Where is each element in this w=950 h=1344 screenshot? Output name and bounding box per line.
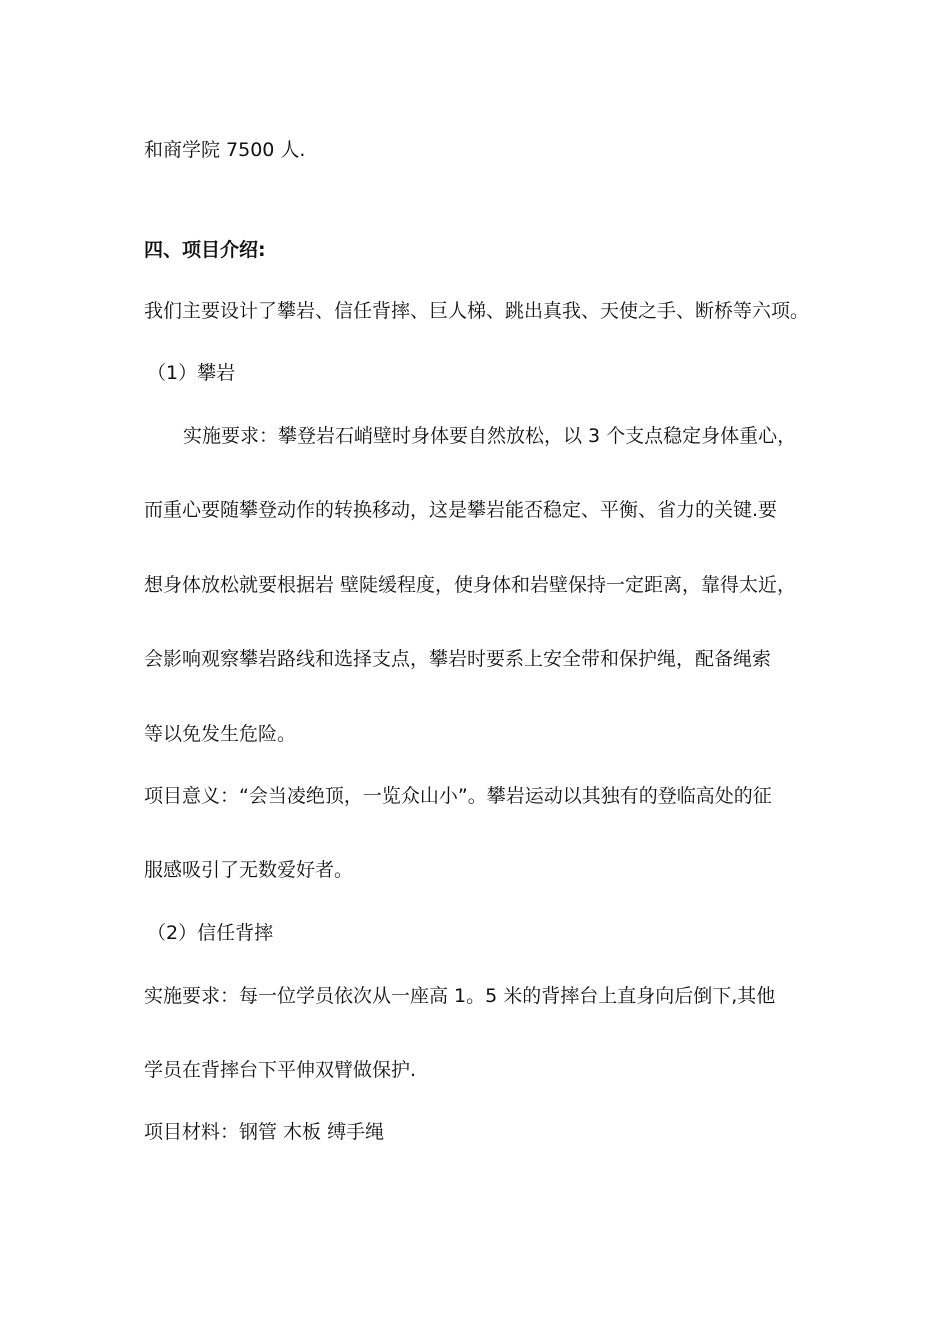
text-line: 会影响观察攀岩路线和选择支点，攀岩时要系上安全带和保护绳，配备绳索 [144, 648, 772, 670]
text-line: 和商学院 7500 人. [144, 139, 306, 161]
subsection-title: （2）信任背摔 [147, 922, 274, 944]
text-line: 学员在背摔台下平伸双臂做保护. [144, 1059, 417, 1081]
subsection-title: （1）攀岩 [147, 362, 236, 384]
text-line: 想身体放松就要根据岩 壁陡缓程度，使身体和岩壁保持一定距离，靠得太近， [144, 574, 797, 596]
text-line: 等以免发生危险。 [144, 723, 297, 745]
text-line: 我们主要设计了攀岩、信任背摔、巨人梯、跳出真我、天使之手、断桥等六项。 [144, 300, 810, 322]
text-line: 项目材料：钢管 木板 缚手绳 [144, 1121, 385, 1143]
text-line: 项目意义：“会当凌绝顶，一览众山小”。攀岩运动以其独有的登临高处的征 [144, 785, 772, 807]
text-line: 实施要求：攀登岩石峭壁时身体要自然放松，以 3 个支点稳定身体重心， [183, 425, 797, 447]
text-line: 而重心要随攀登动作的转换移动，这是攀岩能否稳定、平衡、省力的关键.要 [144, 499, 778, 521]
text-line: 服感吸引了无数爱好者。 [144, 859, 354, 881]
text-line: 实施要求：每一位学员依次从一座高 1。5 米的背摔台上直身向后倒下,其他 [144, 985, 776, 1007]
section-heading: 四、项目介绍: [144, 239, 266, 261]
